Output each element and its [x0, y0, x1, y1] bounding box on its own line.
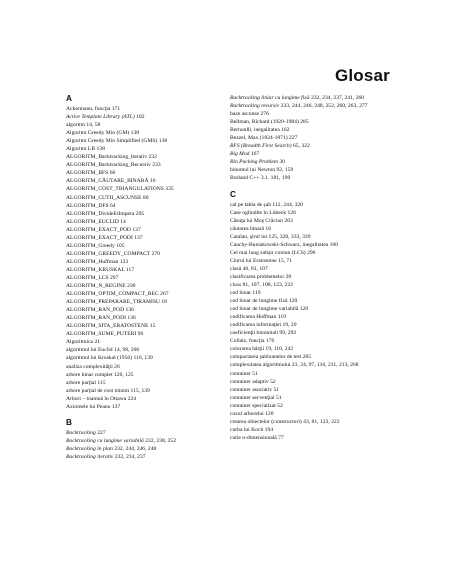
section-gap	[66, 411, 234, 418]
entry-term: colorarea hărţii	[230, 346, 265, 353]
entry-pages: 92, 159	[276, 167, 294, 174]
section-letter: B	[66, 417, 72, 427]
glossary-entry	[66, 429, 234, 437]
glossary-entry	[230, 426, 398, 434]
entry-pages: 14, 98, 206	[114, 347, 140, 354]
glossary-entry	[230, 353, 398, 361]
entry-term: Bin Packing Problem	[230, 159, 278, 166]
entry-pages: 230	[127, 283, 136, 290]
entry-term: cal pe tabla de şah	[230, 201, 271, 208]
entry-pages: 96	[137, 331, 144, 338]
entry-term: Algoritm Greedy Min Simplified (GMS)	[66, 138, 158, 145]
entry-term: BFS (Breadth First Search)	[230, 143, 292, 150]
entry-pages: 125, 320, 333, 339	[268, 233, 311, 240]
entry-term: cozul arborelui	[230, 410, 264, 417]
entry-term: ALGORITM_CĂUTARE_BINARĂ	[66, 178, 149, 185]
entry-pages: 138	[158, 138, 168, 145]
entry-term: Collatz, funcţia	[230, 338, 265, 345]
entry-pages: 15, 71	[278, 257, 292, 264]
glossary-entry	[230, 166, 398, 174]
glossary-entry	[66, 387, 234, 395]
glossary-entry	[230, 126, 398, 134]
glossary-entry	[230, 394, 398, 402]
entry-pages: 19, 20	[282, 322, 297, 329]
entry-term: căutarea binară	[230, 225, 265, 232]
right-column	[230, 94, 398, 442]
glossary-entry	[66, 250, 234, 258]
entry-pages: 65, 322	[292, 143, 310, 150]
entry-term: ALGORITM_EXACT_POD	[66, 226, 131, 233]
entry-term: algoritm	[66, 122, 85, 129]
glossary-entry	[66, 194, 234, 202]
glossary-entry	[66, 234, 234, 242]
entry-pages: 117	[125, 266, 135, 273]
glossary-entry	[230, 201, 398, 209]
glossary-entry	[230, 265, 398, 273]
entry-pages: 51	[275, 394, 282, 401]
entry-term: ALGORITM_GREEDY_COMPACT	[66, 250, 151, 257]
page-title: Glosar	[334, 66, 390, 85]
entry-term: Backtracking liniar cu lungime fixă	[230, 95, 310, 101]
entry-term: ALGORITM_Backtracking_Recursiv	[66, 162, 151, 169]
entry-pages: 116, 139	[133, 355, 153, 362]
glossary-entry	[230, 402, 398, 410]
glossary-entry	[230, 378, 398, 386]
glossary-entry	[230, 345, 398, 353]
glossary-entry	[230, 233, 398, 241]
glossary-entry	[66, 290, 234, 298]
entry-pages: 105	[116, 242, 125, 249]
entry-pages: 14	[120, 218, 126, 225]
glossary-entry	[230, 313, 398, 321]
entry-pages: 232, 238, 252	[145, 437, 176, 444]
glossary-entry	[230, 217, 398, 225]
glossary-entry	[230, 150, 398, 158]
entry-term: Algoritm Greedy Min (GM)	[66, 130, 130, 137]
entry-pages: 138	[130, 130, 140, 137]
entry-term: ALGORITM_RAN_POD	[66, 307, 125, 314]
glossary-entry	[66, 354, 234, 362]
glossary-entry	[66, 282, 234, 290]
glossary-entry	[230, 370, 398, 378]
glossary-entry	[66, 210, 234, 218]
entry-pages: 120	[265, 410, 274, 417]
entry-term: ALGORITM_Huffman	[66, 258, 119, 265]
entry-term: ALGORITM_EXACT_PODI	[66, 234, 133, 241]
entry-pages: 296	[307, 249, 316, 256]
entry-pages: 232	[148, 154, 157, 161]
entry-term: crearea obiectelor (constructori)	[230, 418, 302, 425]
glossary-entry	[230, 174, 398, 182]
entry-term: complexitatea algoritmului	[230, 362, 291, 369]
entry-pages: 171	[111, 106, 121, 112]
entry-term: ALGORITM_LCS	[66, 274, 109, 281]
entry-pages: 51	[252, 370, 258, 377]
entry-term: container specializat	[230, 402, 276, 409]
entry-pages: 64	[110, 202, 116, 209]
glossary-entry	[66, 177, 234, 185]
entry-term: arbore binar complet	[66, 371, 113, 378]
entry-pages: 120	[299, 306, 309, 313]
entry-pages: 119	[252, 290, 261, 297]
section-letter: C	[230, 189, 236, 199]
entry-pages: 137	[134, 234, 143, 241]
glossary-entry	[230, 410, 398, 418]
entry-term: ALGORITM_KRUSKAL	[66, 266, 125, 273]
entry-term: coeficienţii binomiali	[230, 330, 278, 337]
glossary-entry	[66, 169, 234, 177]
entry-pages: 26	[114, 363, 120, 370]
entry-pages: 18	[161, 299, 167, 306]
glossary-entry	[230, 110, 398, 118]
glossary-entry	[230, 94, 398, 102]
glossary-entry	[66, 129, 234, 137]
glossary-entry	[230, 289, 398, 297]
section-gap	[230, 183, 398, 190]
entry-term: compactarea şabloanelor de test	[230, 354, 302, 361]
glossary-entry	[230, 418, 398, 426]
entry-term: algoritmul lui Kruskal (1956)	[66, 355, 133, 362]
entry-term: ALGORITM_DivideEtImpera	[66, 210, 135, 217]
entry-pages: 227	[97, 429, 106, 436]
entry-term: arbore parţial	[66, 379, 96, 386]
entry-pages: 120	[288, 298, 298, 305]
glossary-entry	[66, 218, 234, 226]
glossary-entry	[66, 274, 234, 282]
glossary-entry	[66, 121, 234, 129]
entry-pages: 80	[142, 194, 149, 201]
entry-term: Algoritm LB	[66, 146, 96, 153]
entry-pages: 160	[329, 241, 338, 248]
glossary-entry	[66, 113, 234, 121]
glossary-entry	[66, 330, 234, 338]
glossary-entry	[230, 434, 398, 442]
glossary-entry	[66, 445, 234, 453]
entry-pages: 137	[111, 403, 121, 410]
entry-pages: 270	[151, 250, 161, 257]
glossary-entry	[230, 273, 398, 281]
entry-term: clasificarea problemelor	[230, 273, 285, 280]
glossary-entry	[230, 305, 398, 313]
glossary-entry	[230, 102, 398, 110]
glossary-entry	[66, 161, 234, 169]
entry-pages: 335	[165, 186, 174, 193]
entry-term: codificarea informaţiei	[230, 322, 282, 329]
entry-term: ALGORITM_BFS	[66, 170, 109, 177]
entry-pages: 232, 244, 246, 248	[114, 445, 157, 452]
entry-term: codificarea Huffman	[230, 314, 277, 321]
glossary-entry	[230, 209, 398, 217]
glossary-entry	[66, 202, 234, 210]
entry-term: ALGORITM_RAN_PODI	[66, 315, 126, 322]
entry-term: container asociativ	[230, 386, 273, 393]
glossary-entry	[66, 363, 234, 371]
entry-term: ALGORITM_SUME_PUTERI	[66, 331, 137, 338]
entry-pages: 182	[136, 114, 145, 121]
entry-pages: 176	[265, 338, 275, 345]
glossary-entry	[66, 379, 234, 387]
entry-term: Backtracking cu lungime variabilă	[66, 437, 144, 444]
entry-pages: 233, 244, 246, 248, 252, 260, 263, 277	[280, 103, 368, 110]
glossary-entry	[66, 145, 234, 153]
glossary-entry	[66, 437, 234, 445]
section-letter: A	[66, 94, 72, 103]
glossary-entry	[66, 371, 234, 379]
entry-term: Case oglindite în Lübeck	[230, 209, 287, 216]
glossary-entry	[66, 322, 234, 330]
entry-pages: 233	[152, 162, 161, 169]
entry-term: cod binar de lungime variabilă	[230, 306, 299, 313]
entry-pages: 23, 24, 97, 116, 211, 213, 268	[291, 362, 359, 369]
entry-term: Algoritmica	[66, 339, 94, 346]
entry-term: Backtracking iterativ	[66, 453, 114, 460]
glossary-entry	[66, 346, 234, 354]
glossary-entry	[230, 142, 398, 150]
glossary-entry	[230, 257, 398, 265]
entry-pages: 205	[135, 210, 145, 217]
entry-pages: 137	[132, 226, 141, 233]
entry-pages: 21	[94, 339, 101, 346]
entry-term: container	[230, 370, 251, 377]
glossary-entry	[66, 137, 234, 145]
entry-pages: 51	[273, 386, 280, 393]
entry-term: Ciurul lui Eratostene	[230, 257, 277, 264]
glossary-entry	[66, 403, 234, 411]
entry-term: ALGORITM_DFS	[66, 202, 109, 209]
glossary-entry	[66, 395, 234, 403]
entry-pages: 16	[149, 178, 156, 185]
entry-term: ALGORITM_PREPARARE_TIRAMISU	[66, 299, 160, 306]
entry-term: ALGORITM_EUCLID	[66, 218, 119, 225]
entry-pages: 40, 81, 107	[242, 265, 268, 272]
glossary-entry	[66, 185, 234, 193]
entry-term: Bernoulli, inegalitatea	[230, 127, 280, 134]
entry-term: cod binar	[230, 290, 251, 297]
entry-term: ALGORITM_Backtracking_Iterativ	[66, 154, 148, 161]
entry-term: algoritmul lui Euclid	[66, 347, 113, 354]
entry-term: Axiomele lui Peano	[66, 403, 111, 410]
entry-term: cutie n-dimensională	[230, 434, 277, 441]
entry-term: ALGORITM_N_REGINE	[66, 283, 126, 290]
entry-pages: 263	[284, 217, 293, 224]
entry-pages: 224	[127, 395, 137, 402]
entry-pages: 181, 190	[270, 175, 291, 182]
entry-pages: 265	[302, 354, 312, 361]
entry-pages: 136	[127, 315, 136, 322]
entry-pages: 52	[277, 402, 283, 409]
entry-pages: 267	[160, 291, 169, 298]
entry-term: Cauchy-Buniakowski-Schwarz, inegalitatea	[230, 241, 329, 248]
glossary-entry	[230, 297, 398, 305]
entry-term: arbore parţial de cost minim	[66, 387, 130, 394]
entry-pages: 194	[264, 426, 274, 433]
glossary-entry	[66, 306, 234, 314]
entry-pages: 19, 110, 242	[265, 346, 294, 353]
glossary-entry	[66, 453, 234, 461]
entry-pages: 227	[289, 135, 298, 142]
entry-pages: 30	[279, 159, 285, 166]
entry-term: ALGORITM_Greedy	[66, 242, 115, 249]
entry-pages: 16	[265, 225, 272, 232]
entry-pages: 167	[250, 151, 260, 158]
glossary-entry	[230, 361, 398, 369]
entry-term: baze ascunse	[230, 111, 260, 118]
glossary-entry	[66, 258, 234, 266]
glossary-entry	[230, 158, 398, 166]
entry-pages: 126	[287, 209, 296, 216]
entry-term: binomul lui Newton	[230, 167, 276, 174]
entry-term: Cel mai lung subşir comun (LCS)	[230, 249, 306, 256]
entry-term: Catalan, şirul lui	[230, 233, 268, 240]
glossary-entry	[230, 329, 398, 337]
entry-pages: 99, 292	[279, 330, 297, 337]
entry-pages: 14, 58	[86, 122, 101, 129]
entry-term: ALGORITM_CUTII_ASCUNSE	[66, 194, 142, 201]
glossary-entry	[66, 266, 234, 274]
entry-pages: 115, 139	[130, 387, 150, 394]
entry-term: container secvenţial	[230, 394, 275, 401]
glossary-entry	[66, 298, 234, 306]
entry-term: Active Template Library (ATL)	[66, 114, 135, 121]
glossary-entry	[66, 226, 234, 234]
entry-pages: 66	[109, 170, 116, 177]
entry-term: container adaptiv	[230, 378, 269, 385]
entry-pages: 297	[109, 274, 119, 281]
entry-term: cod binar de lungime fixă	[230, 298, 288, 305]
entry-term: Big Mod	[230, 151, 250, 158]
entry-term: analiza complexităţii	[66, 363, 113, 370]
entry-pages: 28	[285, 273, 292, 280]
entry-pages: 285	[300, 119, 309, 126]
entry-pages: 136	[125, 307, 134, 314]
glossary-entry	[230, 225, 398, 233]
entry-term: Arbori – toamnă în Ottawa	[66, 395, 127, 402]
entry-pages: 115	[97, 379, 106, 386]
entry-pages: 52	[270, 378, 276, 385]
entry-term: clasă	[230, 265, 242, 272]
entry-term: ALGORITM_COST_TRIANGULATIONS	[66, 186, 164, 193]
entry-pages: 81, 107, 108, 123, 222	[242, 281, 293, 288]
entry-term: Borland C++ 3.1.	[230, 175, 270, 182]
entry-pages: 232, 234, 237	[114, 453, 146, 460]
entry-term: Bezzel, Max (1824-1871)	[230, 135, 288, 142]
glossary-entry	[230, 281, 398, 289]
left-column	[66, 94, 234, 461]
glossary-entry	[66, 242, 234, 250]
entry-pages: 77	[278, 434, 284, 441]
entry-pages: 232, 234, 237, 241, 260	[310, 95, 365, 101]
entry-term: ALGORITM_OPTIM_COMPACT_REC	[66, 291, 159, 298]
entry-term: Ackermann, funcţia	[66, 106, 111, 112]
glossary-entry	[66, 105, 234, 113]
glossary-entry	[230, 337, 398, 345]
entry-pages: 123	[119, 258, 129, 265]
glossary-entry	[66, 153, 234, 161]
entry-pages: 119	[277, 314, 286, 321]
entry-pages: 162	[281, 127, 290, 134]
glossary-entry	[230, 134, 398, 142]
glossary-entry	[66, 338, 234, 346]
glossary-entry	[230, 241, 398, 249]
glossary-entry	[230, 386, 398, 394]
glossary-entry	[230, 118, 398, 126]
entry-pages: 112, 244, 320	[272, 201, 303, 208]
entry-term: class	[230, 281, 242, 288]
entry-term: Bellman, Richard (1920-1984)	[230, 119, 299, 126]
entry-pages: 276	[260, 111, 269, 118]
entry-pages: 43, 81, 123, 222	[303, 418, 340, 425]
entry-term: Backtracking recursiv	[230, 103, 280, 110]
entry-term: ALGORITM_SITA_ERATOSTENE	[66, 323, 149, 330]
glossary-entry	[230, 249, 398, 257]
entry-pages: 120, 125	[114, 371, 134, 378]
entry-term: Căsuţa lui Moş Crăciun	[230, 217, 283, 224]
entry-term: Backtracking în plan	[66, 445, 113, 452]
entry-pages: 138	[96, 146, 105, 153]
glossary-entry	[66, 314, 234, 322]
entry-term: Backtracking	[66, 429, 96, 436]
entry-term: curba lui Koch	[230, 426, 264, 433]
entry-pages: 15	[149, 323, 156, 330]
glossary-entry	[230, 321, 398, 329]
